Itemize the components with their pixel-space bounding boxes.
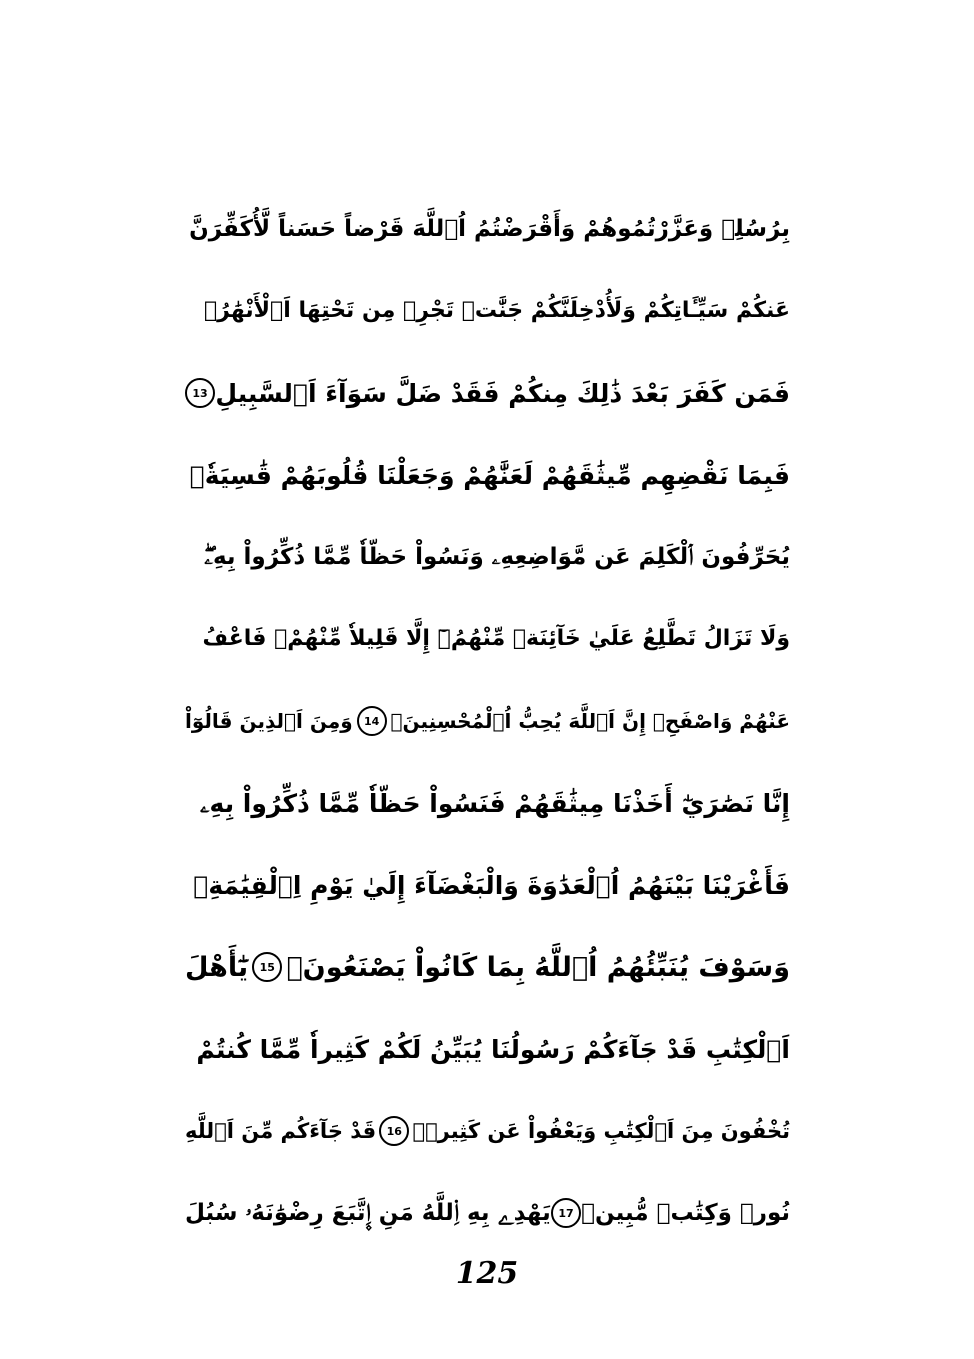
line-text: وَلَا تَزَالُ تَطَّلِعُ عَلَيٰ خَآئِنَةٖ مِّنْهُمُۥٓ إِلَّا قَلِيلاٗ مِّنْهُمْۖ فَاعْفُ <box>202 626 790 651</box>
line-text: وَسَوْفَ يُنَبِّئُهُمُ اُ۬للَّهُ بِمَا كَانُواْ يَصْنَعُونَۖ <box>286 951 790 983</box>
text-line <box>185 762 790 844</box>
page-number: 125 <box>455 1256 519 1291</box>
text-line <box>185 516 790 598</box>
text-line <box>185 844 790 926</box>
line-text: يَٰٓأَهْلَ <box>185 951 249 983</box>
text-line <box>185 680 790 762</box>
ayah-number-marker: 15 <box>252 952 282 982</box>
line-text: بِرُسُلِے وَعَزَّرْتُمُوهُمْ وَأَقْرَضْتُمُ اُ۬للَّهَ قَرْضاً حَسَناً لَّأُكَفِّرَنَّ <box>189 215 790 242</box>
line-text: اَ۬لْكِتَٰبِ قَدْ جَآءَكُمْ رَسُولُنَا يُبَيِّنُ لَكُمْ كَثِيراٗ مِّمَّا كُنتُمْ <box>196 1034 790 1064</box>
ayah-number-marker: 14 <box>357 706 387 736</box>
line-text: يَهْدِے بِهِ اِ۬للَّهُ مَنِ اِ۪تَّبَعَ رِضْوَٰنَهُۥ سُبُلَ <box>185 1199 551 1226</box>
ayah-number-marker: 13 <box>185 378 215 408</box>
text-line <box>185 926 790 1008</box>
text-line <box>185 434 790 516</box>
text-line <box>185 1008 790 1090</box>
line-text: وَمِنَ اَ۬لذِينَ قَالُوٓاْ <box>185 709 353 733</box>
text-line <box>185 270 790 352</box>
text-line <box>185 1090 790 1172</box>
text-line <box>185 188 790 270</box>
text-line <box>185 598 790 680</box>
ayah-number-marker: 17 <box>551 1198 581 1228</box>
text-line <box>185 352 790 434</box>
text-line <box>185 1172 790 1254</box>
line-text: إِنَّا نَصَٰرَيٰٓ أَخَذْنَا مِيثَٰقَهُمْ فَنَسُواْ حَظّاٗ مِّمَّا ذُكِّرُواْ بِهِۦ <box>200 788 790 818</box>
line-text: فَأَغْرَيْنَا بَيْنَهُمُ اُ۬لْعَدَٰوَةَ وَالْبَغْضَآءَ إِلَيٰ يَوْمِ اِ۬لْقِيَٰمَةِۖ <box>193 870 790 900</box>
line-text: عَنكُمْ سَيِّـَٔاتِكُمْ وَلَأُدْخِلَنَّكُمْ جَنَّٰتٖ تَجْرِے مِن تَحْتِهَا اَ۬لْأَنْهَٰرُۖ <box>203 298 790 323</box>
line-text: تُخْفُونَ مِنَ اَ۬لْكِتَٰبِ وَيَعْفُواْ عَن كَثِيرٖۖ <box>412 1118 790 1143</box>
line-text: قَدْ جَآءَكُم مِّنَ اَ۬للَّهِ <box>185 1118 377 1143</box>
line-text: نُورٞ وَكِتَٰبٞ مُّبِينٞ <box>581 1199 790 1226</box>
line-text: عَنْهُمْ وَاصْفَحِۖ إِنَّ اَ۬للَّهَ يُحِبُّ اُ۬لْمُحْسِنِينَۖ <box>390 709 790 733</box>
line-text: فَبِمَا نَقْضِهِم مِّيثَٰقَهُمْ لَعَنَّٰهُمْ وَجَعَلْنَا قُلُوبَهُمْ قَٰسِيَةٗۖ <box>189 460 790 490</box>
line-text: فَمَن كَفَرَ بَعْدَ ذَٰلِكَ مِنكُمْ فَقَدْ ضَلَّ سَوَآءَ اَ۬لسَّبِيلِ <box>215 378 790 408</box>
quran-text-block <box>185 188 790 1254</box>
ayah-number-marker: 16 <box>379 1116 409 1146</box>
line-text: يُحَرِّفُونَ اَ۬لْكَلِمَ عَن مَّوَاضِعِهِۦ وَنَسُواْ حَظّاٗ مِّمَّا ذُكِّرُواْ بِهِۦۖ <box>204 543 790 570</box>
